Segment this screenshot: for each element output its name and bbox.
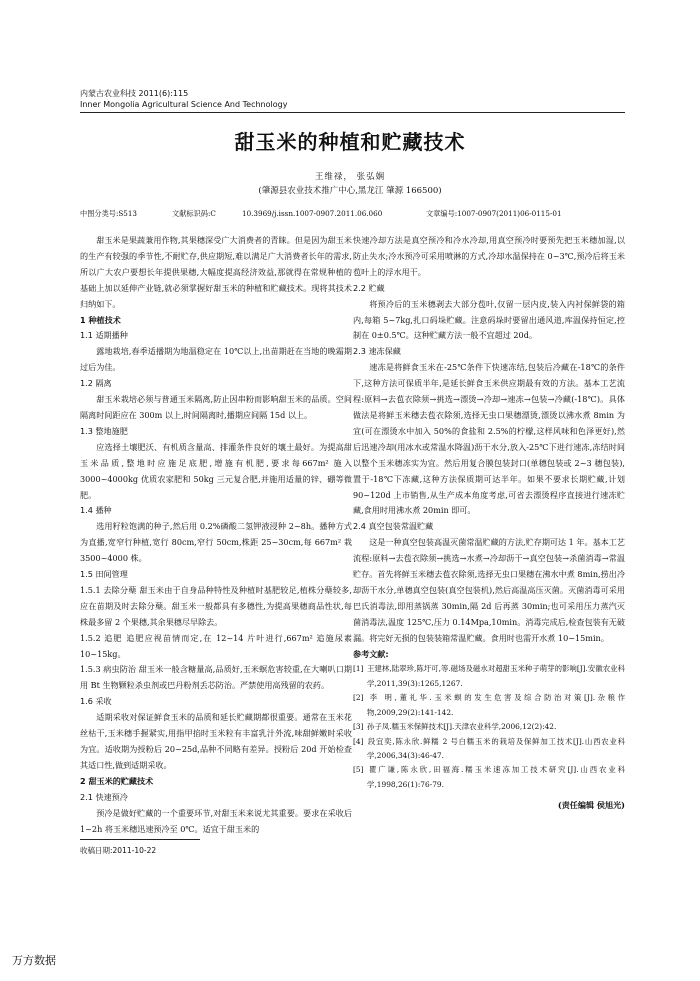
subsection-heading: 1.2 隔离 xyxy=(80,378,112,389)
reference-list xyxy=(353,662,625,792)
paragraph: 这是一种真空包装高温灭菌常温贮藏的方法,贮存期可达 1 年。基本工艺流程:原料→去苞衣除须→挑选→水煮→冷却沥干→真空包装→杀菌消毒→常温贮存。首先将鲜玉米穗去苞衣除须,选择无虫口果穗在沸水中煮 8min,捞出冷却沥干水分,单穗真空包装(真空包装机),然后高温高压灭菌。灭菌消毒可采用巴氏消毒法,即用蒸锅蒸 30min,隔 2d 后再蒸 30min;也可采用压力蒸汽灭菌消毒法,温度 125℃,压力 0.14Mpa,10min。消毒完成后,检查包装有无破漏。将完好无损的包装装箱常温贮藏。食用时也需开水煮 10~15min。 xyxy=(353,537,626,643)
journal-name-cn: 内蒙古农业科技 2011(6):115 xyxy=(80,89,189,98)
paragraph: 速冻是将鲜食玉米在-25℃条件下快速冻结,包装后冷藏在-18℃的条件下,这种方法可保质半年,是延长鲜食玉米供应期最有效的方法。基本工艺流程:原料→去苞衣除须→挑选→漂烫→冷却→速冻→包装→冷藏(-18℃)。具体做法是将鲜玉米穗去苞衣除须,选择无虫口果穗漂烫,漂烫以沸水煮 8min 为宜(可在漂烫水中加入 50%的食盐和 2.5%的柠檬,这样风味和色泽更好),然后迅速冷却(用冰水或常温水降温)沥干水分,放入-25℃下进行速冻,冻结时间以整个玉米穗冻实为宜。然后用复合膜包装封口(单穗包装或 2~3 穗包装),置于-18℃下冻藏,这种方法保质期可达半年。如果不要求长期贮藏,计划 90~120d 上市销售,从生产成本角度考虑,可省去漂烫程序直接进行速冻贮藏,食用时用沸水煮 20min 即可。 xyxy=(353,362,625,516)
subsection-heading: 1.6 采收 xyxy=(80,696,112,707)
paragraph: 露地栽培,春季适播期为地温稳定在 10℃以上,出苗期赶在当地的晚霜期过后为佳。 xyxy=(80,346,352,373)
section-heading: 1 种植技术 xyxy=(80,314,121,325)
reference-item xyxy=(353,720,625,734)
subsection-heading: 2.2 贮藏 xyxy=(353,282,385,293)
reference-number: [3] xyxy=(353,722,364,732)
received-date: 收稿日期:2011-10-22 xyxy=(80,846,157,855)
responsible-editor: (责任编辑 侯旭光) xyxy=(557,800,625,811)
paragraph: 选用籽粒饱满的种子,然后用 0.2%磷酸二氢钾液浸种 2~8h。播种方式为直播,宽窄行种植,宽行 80cm,窄行 50cm,株距 25~30cm,每 667m² 栽 3500~4000 株。 xyxy=(80,521,352,564)
subsection-heading: 2.4 真空包装常温贮藏 xyxy=(353,521,434,532)
reference-text: 孙子凤.糯玉米保鲜技术[J].天津农业科学,2006,12(2):42. xyxy=(367,722,557,732)
paragraph: 1.5.1 去除分蘖 甜玉米由于自身品种特性及种植时基肥较足,植株分蘖较多,应在苗期及时去除分蘖。甜玉米一般都具有多穗性,为提高果穗商品性状,每株最多留 2 个果穗,其余果穗尽早除去。 xyxy=(80,584,352,627)
reference-item xyxy=(353,763,625,792)
article-affiliation: (肇源县农业技术推广中心,黑龙江 肇源 166500) xyxy=(258,186,442,196)
section-heading: 2 甜玉米的贮藏技术 xyxy=(80,775,154,786)
reference-number: [4] xyxy=(353,736,364,746)
reference-text: 瞿广谦,陈永欣,田福海.糯玉米速冻加工技术研究[J].山西农业科学,1998,26(1):76-79. xyxy=(367,765,625,789)
paragraph: 应选择土壤肥沃、有机质含量高、排灌条件良好的壤土最好。为提高甜玉米品质,整地时应施足底肥,增施有机肥,要求每667m² 施入 3000~4000kg 优质农家肥和 50kg 三元复合肥,并施用适量的锌、硼等微肥。 xyxy=(80,441,352,500)
subsection-heading: 1.3 整地施肥 xyxy=(80,425,128,436)
journal-header xyxy=(80,88,287,110)
reference-item xyxy=(353,691,625,720)
right-column xyxy=(353,233,625,814)
clc-number: 中图分类号:S513 xyxy=(80,209,138,218)
subsection-heading: 2.1 快速预冷 xyxy=(80,791,128,802)
reference-item xyxy=(353,662,625,691)
reference-number: [2] xyxy=(353,693,364,703)
left-column xyxy=(80,233,352,837)
journal-name-en: Inner Mongolia Agricultural Science And Technology xyxy=(80,100,288,109)
header-rule xyxy=(80,112,625,113)
reference-text: 李 明,董礼华.玉米螟的发生危害及综合防治对策[J].杂粮作物,2009,29(2):141-142. xyxy=(367,693,625,717)
paragraph: 甜玉米栽培必须与普通玉米隔离,防止因串粉而影响甜玉米的品质。空间隔离时间距应在 300m 以上,时间隔离时,播期应间隔 15d 以上。 xyxy=(80,394,352,420)
article-title: 甜玉米的种植和贮藏技术 xyxy=(234,130,466,154)
subsection-heading: 1.1 适期播种 xyxy=(80,330,128,341)
paragraph: 将预冷后的玉米穗剥去大部分苞叶,仅留一层内皮,装入内衬保鲜袋的箱内,每箱 5~7kg,扎口码垛贮藏。注意码垛时要留出通风道,库温保持恒定,控制在 0±0.5℃。这种贮藏方法一般不宜超过 20d。 xyxy=(353,298,625,341)
paragraph: 适期采收对保证鲜食玉米的品质和延长贮藏期都很重要。通常在玉米花丝枯干,玉米穗手握紧实,用指甲掐时玉米粒有丰富乳汁外流,味甜鲜嫩时采收为宜。适收期为授粉后 20~25d,品种不同略有差异。授粉后 20d 开始检查其适口性,做到适期采收。 xyxy=(80,712,352,770)
subsection-heading: 1.4 播种 xyxy=(80,505,112,516)
paragraph: 1.5.3 病虫防治 甜玉米一般含糖量高,品质好,玉米螟危害较重,在大喇叭口期用 Bt 生物颗粒杀虫剂或巴丹粉剂丢芯防治。严禁使用高残留的农药。 xyxy=(80,664,352,691)
reference-text: 王建林,陆翠珍,陈圩可,等.磁场及磁水对超甜玉米种子萌芽的影响[J].安徽农业科学,2011,39(3):1265,1267. xyxy=(367,664,625,688)
reference-number: [5] xyxy=(353,765,364,775)
subsection-heading: 2.3 速冻保藏 xyxy=(353,346,401,357)
article-number: 文章编号:1007-0907(2011)06-0115-01 xyxy=(426,209,562,218)
article-authors: 王维禄， 张弘娴 xyxy=(314,172,386,182)
subsection-heading: 1.5 田间管理 xyxy=(80,569,128,580)
paragraph: 1.5.2 追肥 追肥应视苗情而定,在 12~14 片叶进行,667m² 追施尿素 10~15kg。 xyxy=(80,632,352,659)
paragraph: 快速冷却方法是真空预冷和冷水冷却,用真空预冷时要预先把玉米穗加湿,以防止失水;冷水预冷可采用喷淋的方式,冷却水温保持在 0~3℃,预冷后将玉米苞叶上的浮水甩干。 xyxy=(353,235,625,277)
reference-text: 段宜奕,陈永欣.鲜糯 2 号白糯玉米的栽培及保鲜加工技术[J].山西农业科学,2006,34(3):46-47. xyxy=(367,736,625,760)
intro-paragraph: 甜玉米是果蔬兼用作物,其果穗深受广大消费者的青睐。但是因为甜玉米的生产有较强的季节性,不耐贮存,供应期短,难以满足广大消费者长年的需求,所以广大农户要想长年提供果穗,大幅度提高经济效益,那就得在常规种植的基础上加以延伸产业链,就必须掌握好甜玉米的种植和贮藏技术。现将其技术归纳如下。 xyxy=(80,235,352,309)
paragraph: 预冷是做好贮藏的一个重要环节,对甜玉米来说尤其重要。要求在采收后 1~2h 将玉米穗迅速预冷至 0℃。适宜于甜玉米的 xyxy=(80,807,352,834)
footnote-rule xyxy=(80,839,200,840)
reference-item xyxy=(353,735,625,764)
references-heading: 参考文献: xyxy=(353,648,389,659)
reference-number: [1] xyxy=(353,664,364,674)
watermark-text: 万方数据 xyxy=(12,954,56,967)
document-code: 文献标识码:C xyxy=(172,209,216,218)
doi: 10.3969/j.issn.1007-0907.2011.06.060 xyxy=(242,209,383,218)
